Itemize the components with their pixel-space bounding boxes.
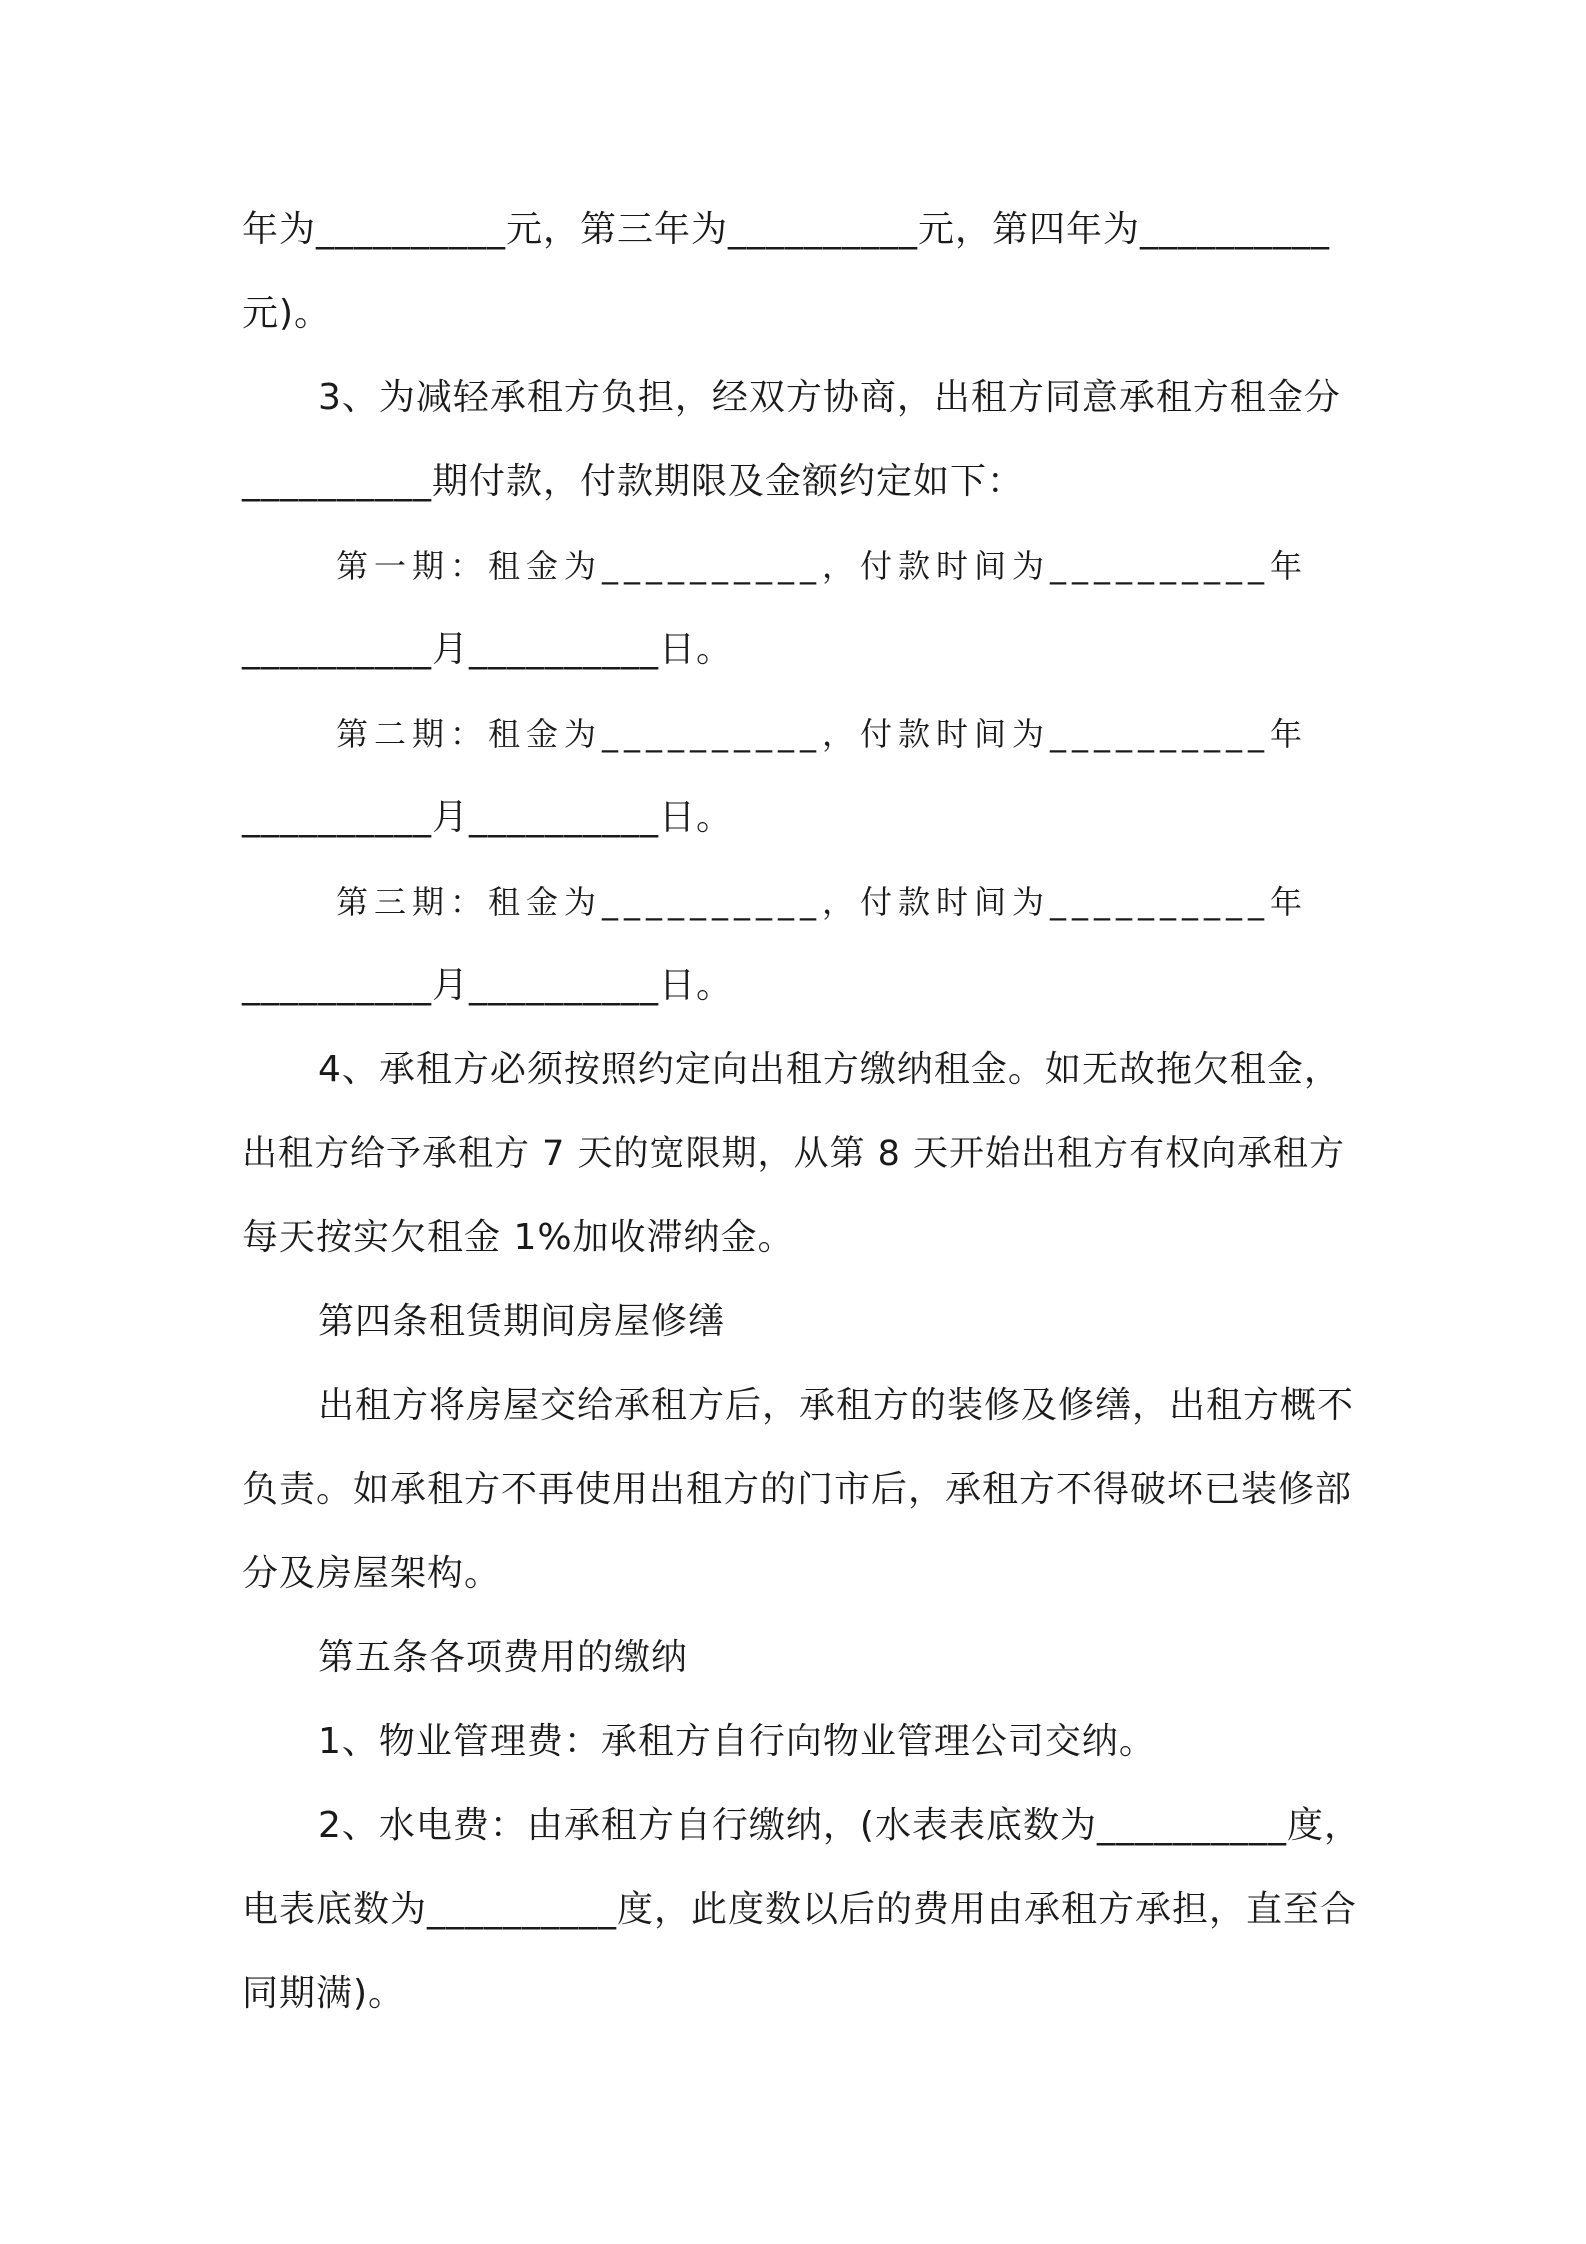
text-line: __________月__________日。 — [242, 965, 734, 1006]
text-line: 2、水电费：由承租方自行缴纳，(水表表底数为__________度， — [318, 1805, 1361, 1846]
section-heading: 第五条各项费用的缴纳 — [318, 1637, 689, 1678]
section-heading: 第四条租赁期间房屋修缮 — [318, 1301, 726, 1342]
text-line: 年为__________元，第三年为__________元，第四年为__________ — [242, 209, 1331, 250]
text-line: 电表底数为__________度，此度数以后的费用由承租方承担，直至合 — [242, 1889, 1358, 1930]
installment-line: 第一期：租金为__________，付款时间为__________年 — [336, 547, 1309, 585]
installment-line: 第二期：租金为__________，付款时间为__________年 — [336, 715, 1309, 753]
text-line: 元)。 — [242, 293, 332, 334]
text-line: 分及房屋架构。 — [242, 1553, 502, 1594]
text-line: __________月__________日。 — [242, 629, 734, 670]
text-line: __________月__________日。 — [242, 797, 734, 838]
text-line: __________期付款，付款期限及金额约定如下： — [242, 461, 1025, 502]
text-line: 每天按实欠租金 1%加收滞纳金。 — [242, 1217, 795, 1258]
text-line: 同期满)。 — [242, 1973, 406, 2014]
text-line: 出租方给予承租方 7 天的宽限期，从第 8 天开始出租方有权向承租方 — [242, 1134, 1346, 1174]
text-line: 出租方将房屋交给承租方后，承租方的装修及修缮，出租方概不 — [318, 1385, 1355, 1426]
installment-line: 第三期：租金为__________，付款时间为__________年 — [336, 883, 1309, 921]
text-line: 1、物业管理费：承租方自行向物业管理公司交纳。 — [318, 1721, 1156, 1762]
text-line: 3、为减轻承租方负担，经双方协商，出租方同意承租方租金分 — [318, 377, 1341, 418]
text-line: 4、承租方必须按照约定向出租方缴纳租金。如无故拖欠租金， — [318, 1049, 1341, 1090]
text-line: 负责。如承租方不再使用出租方的门市后，承租方不得破坏已装修部 — [242, 1469, 1353, 1510]
